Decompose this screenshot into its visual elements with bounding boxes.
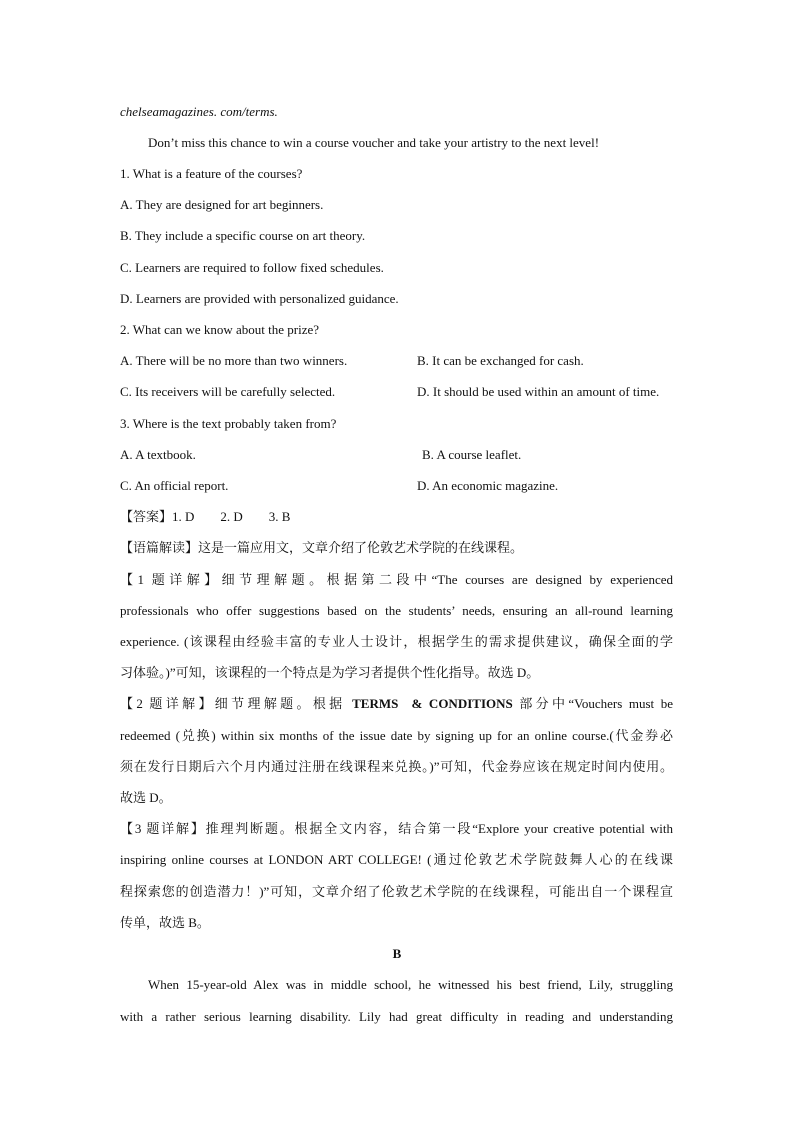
question-2-option-b: B. It can be exchanged for cash. <box>417 353 584 368</box>
explanation-1-line-2: professionals who offer suggestions based on the students’ needs, ensuring an all-round learning <box>120 603 673 618</box>
question-1-option-c: C. Learners are required to follow fixed schedules. <box>120 260 384 275</box>
explanation-2-line-2: redeemed (兑换) within six months of the issue date by signing up for an online course.(代金券必 <box>120 728 673 743</box>
question-2-option-a: A. There will be no more than two winners. <box>120 353 348 368</box>
answer-values: 1. D 2. D 3. B <box>172 509 291 524</box>
reading-summary <box>120 538 523 558</box>
explanation-3-line-3: 程探索您的创造潜力！)”可知，文章介绍了伦敦艺术学院的在线课程，可能出自一个课程宣 <box>120 884 673 899</box>
answer-label: 【答案】 <box>120 509 173 524</box>
explanation-2-line-4: 故选 D。 <box>120 790 172 805</box>
closing-sentence: Don’t miss this chance to win a course voucher and take your artistry to the next level! <box>148 135 600 150</box>
explanation-2-label: 【2 题详解】 <box>120 696 215 711</box>
question-3-option-a: A. A textbook. <box>120 447 196 462</box>
question-3-option-c: C. An official report. <box>120 478 229 493</box>
explanation-2-line-3: 须在发行日期后六个月内通过注册在线课程来兑换。)”可知，代金券应该在规定时间内使用。 <box>120 759 673 774</box>
explanation-2-prefix: 细节理解题。根据 <box>214 696 353 711</box>
question-1-stem: 1. What is a feature of the courses? <box>120 166 303 181</box>
question-3-option-b: B. A course leaflet. <box>422 447 522 462</box>
explanation-1-line-3: experience. (该课程由经验丰富的专业人士设计，根据学生的需求提供建议，确保全面的学 <box>120 634 673 649</box>
question-1-option-d: D. Learners are provided with personalized guidance. <box>120 291 399 306</box>
question-2-option-c: C. Its receivers will be carefully selected. <box>120 384 336 399</box>
question-1-option-b: B. They include a specific course on art theory. <box>120 228 366 243</box>
explanation-1-line-1 <box>120 570 673 590</box>
reading-text: 这是一篇应用文，文章介绍了伦敦艺术学院的在线课程。 <box>198 540 524 555</box>
terms-conditions-text: TERMS & CONDITIONS <box>352 696 513 711</box>
section-b-heading: B <box>392 946 402 961</box>
explanation-1-text: 细节理解题。根据第二段中“The courses are designed by experienced <box>221 572 673 587</box>
explanation-3-line-2: inspiring online courses at LONDON ART COLLEGE! (通过伦敦艺术学院鼓舞人心的在线课 <box>120 852 673 867</box>
section-b-line-2: with a rather serious learning disability. Lily had great difficulty in reading and understanding <box>120 1009 673 1024</box>
reading-label: 【语篇解读】 <box>120 540 199 555</box>
explanation-3-text: 推理判断题。根据全文内容，结合第一段“Explore your creative potential with <box>205 821 673 836</box>
explanation-2-suffix: 部分中“Vouchers must be <box>512 696 673 711</box>
explanation-3-label: 【3 题详解】 <box>120 821 206 836</box>
question-3-stem: 3. Where is the text probably taken from? <box>120 416 337 431</box>
explanation-1-line-4: 习体验。)”可知，该课程的一个特点是为学习者提供个性化指导。故选 D。 <box>120 665 540 680</box>
url-line: chelseamagazines. com/terms. <box>120 104 278 119</box>
answer-line <box>120 507 290 527</box>
question-2-stem: 2. What can we know about the prize? <box>120 322 320 337</box>
question-3-option-d: D. An economic magazine. <box>417 478 559 493</box>
section-b-line-1: When 15-year-old Alex was in middle school, he witnessed his best friend, Lily, struggling <box>148 977 673 992</box>
explanation-2-line-1 <box>120 694 673 714</box>
explanation-1-label: 【1 题详解】 <box>120 572 222 587</box>
explanation-3-line-1 <box>120 819 673 839</box>
question-1-option-a: A. They are designed for art beginners. <box>120 197 324 212</box>
question-2-option-d: D. It should be used within an amount of time. <box>417 384 660 399</box>
explanation-3-line-4: 传单，故选 B。 <box>120 915 210 930</box>
